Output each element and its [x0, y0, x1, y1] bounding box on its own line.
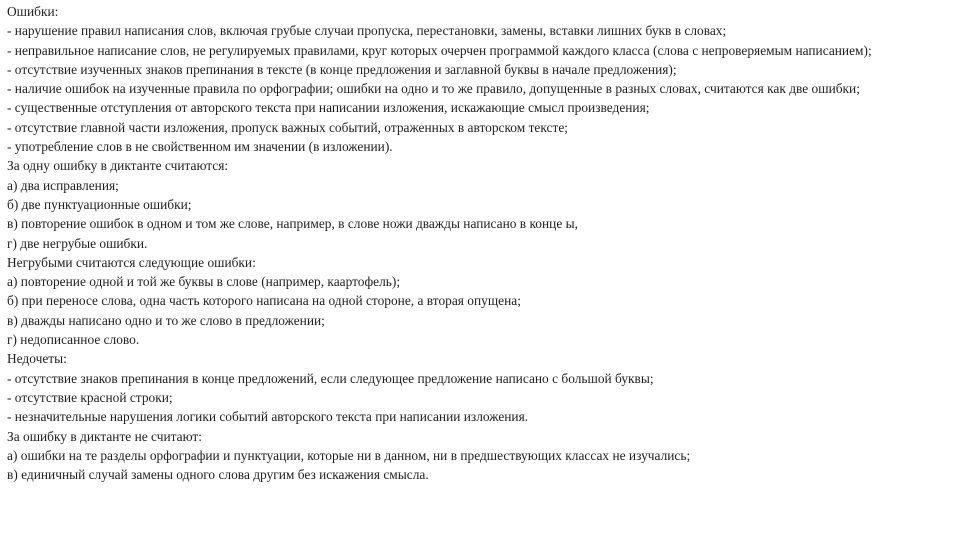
text-line: а) ошибки на те разделы орфографии и пунктуации, которые ни в данном, ни в предшествующих классах не изучались;: [7, 447, 691, 463]
text-line: в) дважды написано одно и то же слово в предложении;: [7, 312, 325, 328]
text-line: а) повторение одной и той же буквы в слове (например, каартофель);: [7, 274, 401, 290]
text-line: - существенные отступления от авторского текста при написании изложения, искажающие смысл произведения;: [7, 100, 650, 116]
text-line: - наличие ошибок на изученные правила по орфографии; ошибки на одно и то же правило, допущенные в разных словах, считаются как две ошибки;: [7, 81, 860, 97]
text-line: - нарушение правил написания слов, включая грубые случаи пропуска, перестановки, замены, вставки лишних букв в словах;: [7, 23, 727, 39]
text-line: - отсутствие главной части изложения, пропуск важных событий, отраженных в авторском тексте;: [7, 119, 568, 135]
text-line: - отсутствие красной строки;: [7, 389, 173, 405]
text-line: г) две негрубые ошибки.: [7, 235, 148, 251]
text-line: Ошибки:: [7, 4, 59, 19]
text-line: Недочеты:: [7, 351, 67, 367]
text-line: - отсутствие изученных знаков препинания в тексте (в конце предложения и заглавной буквы в начале предложения);: [7, 61, 677, 77]
text-line: - употребление слов в не свойственном им значении (в изложении).: [7, 139, 393, 155]
text-line: б) при переносе слова, одна часть которого написана на одной стороне, а вторая опущена;: [7, 293, 521, 309]
text-line: г) недописанное слово.: [7, 332, 140, 348]
text-line: - неправильное написание слов, не регулируемых правилами, круг которых очерчен программой каждого класса (слова с непроверяемым написанием);: [7, 42, 872, 58]
text-line: - отсутствие знаков препинания в конце предложений, если следующее предложение написано с большой буквы;: [7, 370, 654, 386]
text-line: - незначительные нарушения логики событий авторского текста при написании изложения.: [7, 409, 529, 425]
text-line: За одну ошибку в диктанте считаются:: [7, 158, 229, 174]
text-line: За ошибку в диктанте не считают:: [7, 428, 202, 444]
text-line: в) единичный случай замены одного слова другим без искажения смысла.: [7, 467, 429, 483]
text-line: Негрубыми считаются следующие ошибки:: [7, 254, 256, 270]
text-line: а) два исправления;: [7, 177, 119, 193]
text-line: в) повторение ошибок в одном и том же слове, например, в слове ножи дважды написано в конце ы,: [7, 216, 578, 232]
text-line: б) две пунктуационные ошибки;: [7, 196, 192, 212]
